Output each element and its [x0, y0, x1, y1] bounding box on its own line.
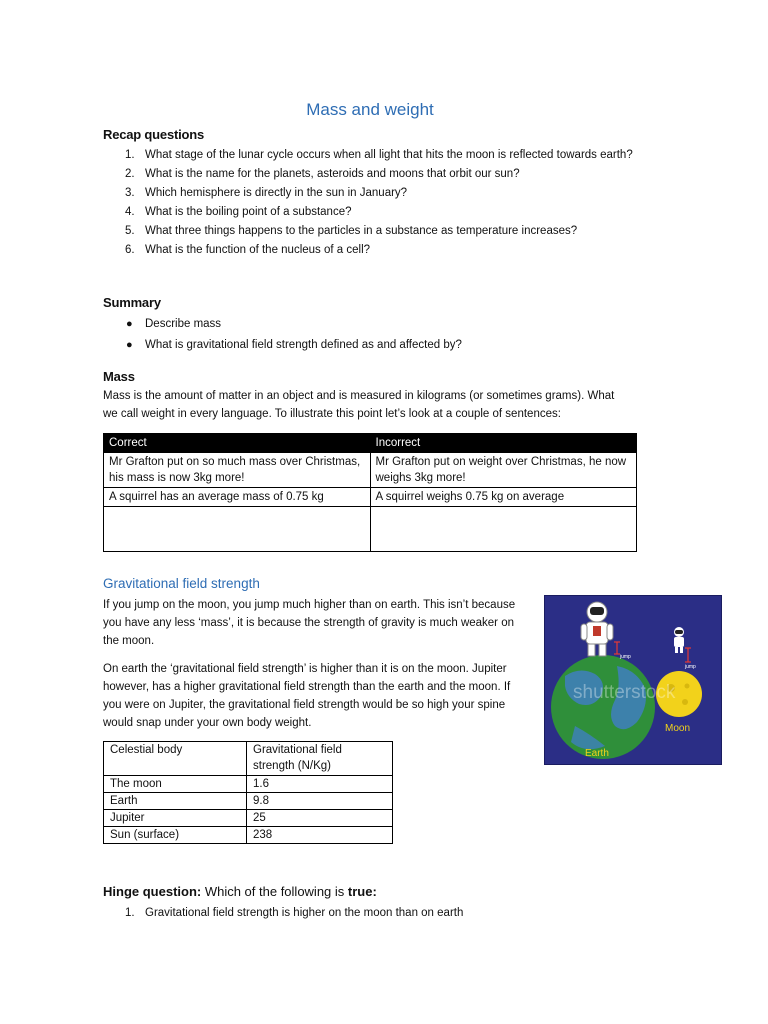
table-cell: The moon — [104, 776, 247, 793]
mass-line-1: Mass is the amount of matter in an object and is measured in kilograms (or sometimes grams). What — [103, 390, 615, 402]
table-cell: 238 — [247, 827, 393, 844]
table-row — [104, 507, 637, 552]
table-header-correct: Correct — [104, 434, 371, 453]
table-cell: A squirrel has an average mass of 0.75 kg — [104, 488, 371, 507]
summary-heading: Summary — [103, 295, 161, 310]
table-cell — [370, 507, 637, 552]
bullet-icon: ● — [126, 318, 133, 330]
recap-item: 5. What three things happens to the particles in a substance as temperature increases? — [125, 225, 578, 237]
watermark: shutterstock — [573, 682, 676, 703]
hinge-list — [103, 904, 643, 923]
table-cell: 25 — [247, 810, 393, 827]
table-row — [104, 793, 393, 810]
hinge-question — [103, 884, 377, 899]
astronaut-small-icon — [674, 627, 684, 653]
table-cell: Mr Grafton put on weight over Christmas, he now weighs 3kg more! — [370, 453, 637, 488]
table-cell: Earth — [104, 793, 247, 810]
hinge-true: true: — [347, 884, 377, 899]
jump-label: jump — [620, 654, 631, 660]
astronaut-icon — [581, 602, 613, 656]
table-row — [104, 453, 637, 488]
mass-line-2: we call weight in every language. To illustrate this point let’s look at a couple of sentences: — [103, 408, 561, 420]
jump-arrow-icon — [614, 642, 620, 654]
table-header-gfs: Gravitational field strength (N/Kg) — [247, 742, 393, 776]
jump-arrow-icon — [685, 648, 691, 662]
table-cell — [104, 507, 371, 552]
earth-moon-illustration — [544, 595, 722, 765]
gfs-paragraph-2: On earth the ‘gravitational field strength’ is higher than it is on the moon. Jupiter however, has a higher gravitational field strength than the earth and the moon. If you were on Jupiter, the gravitational field strength would be so high your spine would snap under your own body weight. — [103, 663, 511, 729]
summary-item: ● What is gravitational field strength defined as and affected by? — [103, 335, 643, 356]
hinge-label: Hinge question: — [103, 884, 202, 899]
table-cell: 1.6 — [247, 776, 393, 793]
jump-label: jump — [685, 664, 696, 670]
table-row — [104, 776, 393, 793]
earth-label: Earth — [585, 748, 609, 759]
table-cell: Mr Grafton put on so much mass over Christmas, his mass is now 3kg more! — [104, 453, 371, 488]
bullet-icon: ● — [126, 339, 133, 351]
table-header-body: Celestial body — [104, 742, 247, 776]
gfs-table — [103, 741, 393, 844]
recap-item: 3. Which hemisphere is directly in the sun in January? — [125, 187, 408, 199]
table-cell: Jupiter — [104, 810, 247, 827]
table-row — [104, 810, 393, 827]
summary-item: ● Describe mass — [103, 314, 643, 335]
earth-graphic — [551, 655, 655, 759]
moon-label: Moon — [665, 723, 691, 734]
recap-heading: Recap questions — [103, 127, 205, 142]
table-row — [104, 488, 637, 507]
hinge-item: 1. Gravitational field strength is higher on the moon than on earth — [125, 907, 464, 919]
mass-heading: Mass — [103, 369, 135, 384]
recap-item: 6. What is the function of the nucleus of a cell? — [125, 244, 371, 256]
table-cell: 9.8 — [247, 793, 393, 810]
table-cell: Sun (surface) — [104, 827, 247, 844]
page-title: Mass and weight — [306, 100, 434, 119]
hinge-text: Which of the following is — [201, 884, 348, 899]
recap-item: 4. What is the boiling point of a substance? — [125, 206, 352, 218]
gfs-heading: Gravitational field strength — [103, 576, 260, 591]
recap-item: 1. What stage of the lunar cycle occurs when all light that hits the moon is reflected towards earth? — [125, 149, 633, 161]
table-header-incorrect: Incorrect — [370, 434, 637, 453]
mass-table — [103, 433, 637, 552]
table-row — [104, 827, 393, 844]
summary-list — [103, 314, 643, 356]
recap-item: 2. What is the name for the planets, asteroids and moons that orbit our sun? — [125, 168, 520, 180]
table-cell: A squirrel weighs 0.75 kg on average — [370, 488, 637, 507]
gfs-paragraph-1: If you jump on the moon, you jump much higher than on earth. This isn’t because you have any less ‘mass’, it is because the strength of gravity is much weaker on the moon. — [103, 599, 516, 647]
recap-list — [103, 146, 643, 260]
